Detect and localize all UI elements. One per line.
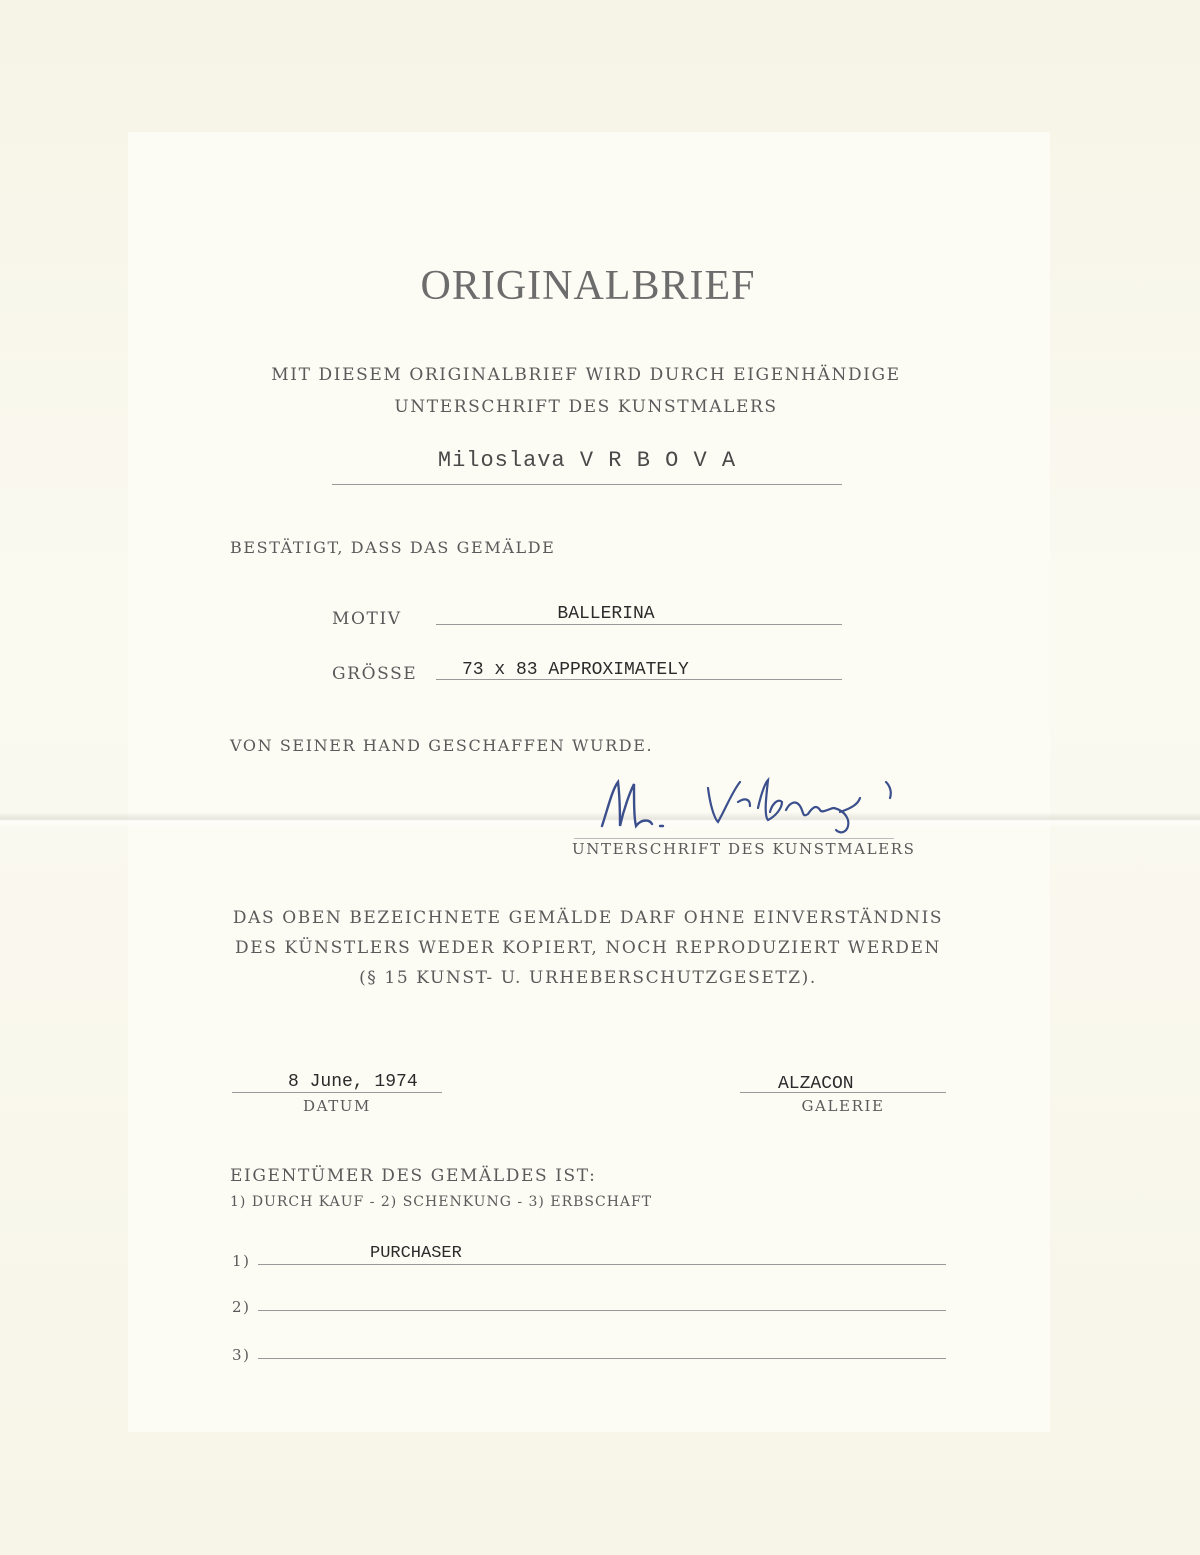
certificate-frame — [128, 132, 1050, 1432]
artist-name-line — [332, 484, 842, 485]
signature-label: UNTERSCHRIFT DES KUNSTMALERS — [572, 840, 916, 858]
owner-1-line — [258, 1264, 946, 1265]
notice-line-1: DAS OBEN BEZEICHNETE GEMÄLDE DARF OHNE EINVERSTÄNDNIS — [232, 908, 944, 928]
gallery-label: GALERIE — [801, 1097, 885, 1115]
artist-signature — [590, 768, 910, 840]
signature-line — [574, 838, 894, 839]
owner-types: 1) DURCH KAUF - 2) SCHENKUNG - 3) ERBSCHAFT — [230, 1194, 653, 1210]
artist-name: Miloslava V R B O V A — [437, 448, 737, 473]
owner-2-line — [258, 1310, 946, 1311]
intro-line-1: MIT DIESEM ORIGINALBRIEF WIRD DURCH EIGENHÄNDIGE — [271, 365, 901, 385]
gallery-value: ALZACON — [778, 1074, 854, 1094]
date-label: DATUM — [302, 1097, 372, 1115]
created-by-text: VON SEINER HAND GESCHAFFEN WURDE. — [230, 736, 654, 755]
document-title: ORIGINALBRIEF — [420, 263, 756, 309]
motiv-value: BALLERINA — [557, 604, 655, 624]
groesse-label: GRÖSSE — [332, 664, 418, 684]
groesse-line — [436, 679, 842, 680]
date-line — [232, 1092, 442, 1093]
owner-3-line — [258, 1358, 946, 1359]
owner-3-number: 3) — [232, 1346, 251, 1364]
gallery-line — [740, 1092, 946, 1093]
motiv-line — [436, 624, 842, 625]
groesse-value: 73 x 83 APPROXIMATELY — [462, 660, 689, 680]
owner-1-number: 1) — [232, 1252, 251, 1270]
owner-2-number: 2) — [232, 1298, 251, 1316]
motiv-label: MOTIV — [332, 609, 402, 629]
notice-line-3: (§ 15 KUNST- U. URHEBERSCHUTZGESETZ). — [359, 968, 817, 988]
notice-line-2: DES KÜNSTLERS WEDER KOPIERT, NOCH REPRODUZIERT WERDEN — [235, 938, 941, 958]
date-value: 8 June, 1974 — [288, 1072, 418, 1092]
owner-1-value: PURCHASER — [370, 1244, 462, 1263]
intro-line-2: UNTERSCHRIFT DES KUNSTMALERS — [394, 397, 778, 417]
confirms-text: BESTÄTIGT, DASS DAS GEMÄLDE — [230, 538, 556, 557]
owner-heading: EIGENTÜMER DES GEMÄLDES IST: — [230, 1166, 597, 1186]
